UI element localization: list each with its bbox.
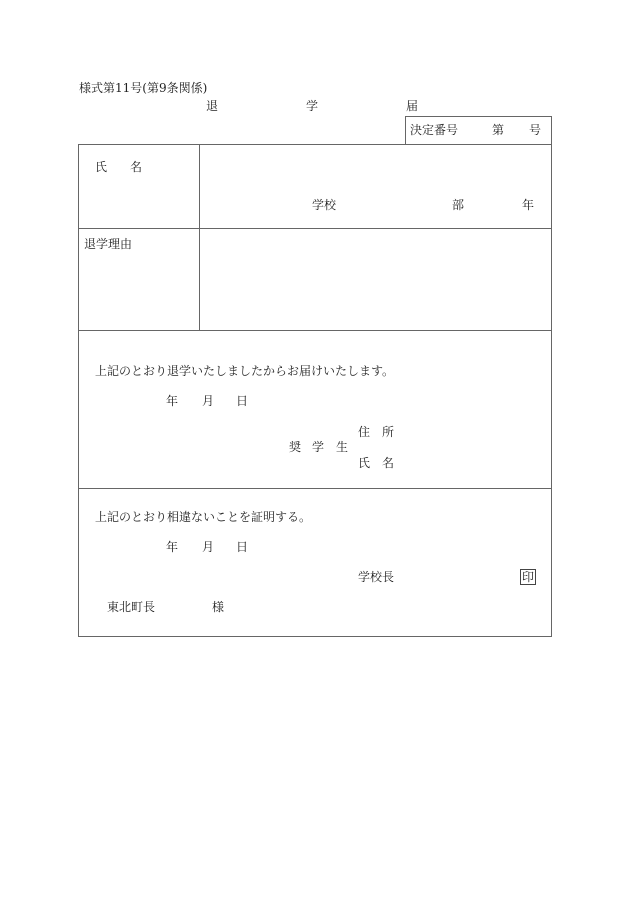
date-month: 月	[202, 394, 215, 408]
address-label: 住	[358, 425, 371, 439]
decision-number-label: 決定番号	[410, 123, 459, 137]
seal-mark: 印	[522, 570, 535, 584]
row-divider	[78, 488, 552, 489]
student-label: 生	[336, 440, 349, 454]
form-number: 様式第11号(第9条関係)	[79, 81, 208, 95]
form-table	[78, 144, 552, 637]
decision-number-go: 号	[529, 123, 542, 137]
address-label: 所	[382, 425, 395, 439]
date-day: 日	[236, 394, 249, 408]
name-label: 氏	[95, 160, 108, 174]
notice-statement: 上記のとおり退学いたしましたからお届けいたします。	[95, 364, 395, 378]
title-char: 届	[406, 99, 419, 113]
title-char: 学	[306, 99, 319, 113]
grade-field-label: 年	[522, 198, 535, 212]
addressee: 東北町長	[107, 600, 156, 614]
date-day: 日	[236, 540, 249, 554]
school-field-label: 学校	[312, 198, 337, 212]
decision-number-dai: 第	[492, 123, 505, 137]
row-divider	[78, 330, 552, 331]
department-field-label: 部	[452, 198, 465, 212]
student-label: 学	[312, 440, 325, 454]
student-name-label: 氏	[358, 456, 371, 470]
label-column-divider	[199, 144, 200, 330]
student-name-label: 名	[382, 456, 395, 470]
date-month: 月	[202, 540, 215, 554]
name-label: 名	[130, 160, 143, 174]
honorific: 様	[212, 600, 225, 614]
date-year: 年	[166, 540, 179, 554]
principal-label: 学校長	[358, 570, 395, 584]
title-char: 退	[206, 99, 219, 113]
withdrawal-reason-label: 退学理由	[84, 237, 133, 251]
row-divider	[78, 228, 552, 229]
date-year: 年	[166, 394, 179, 408]
certification-statement: 上記のとおり相違ないことを証明する。	[95, 510, 312, 524]
student-label: 奨	[289, 440, 302, 454]
